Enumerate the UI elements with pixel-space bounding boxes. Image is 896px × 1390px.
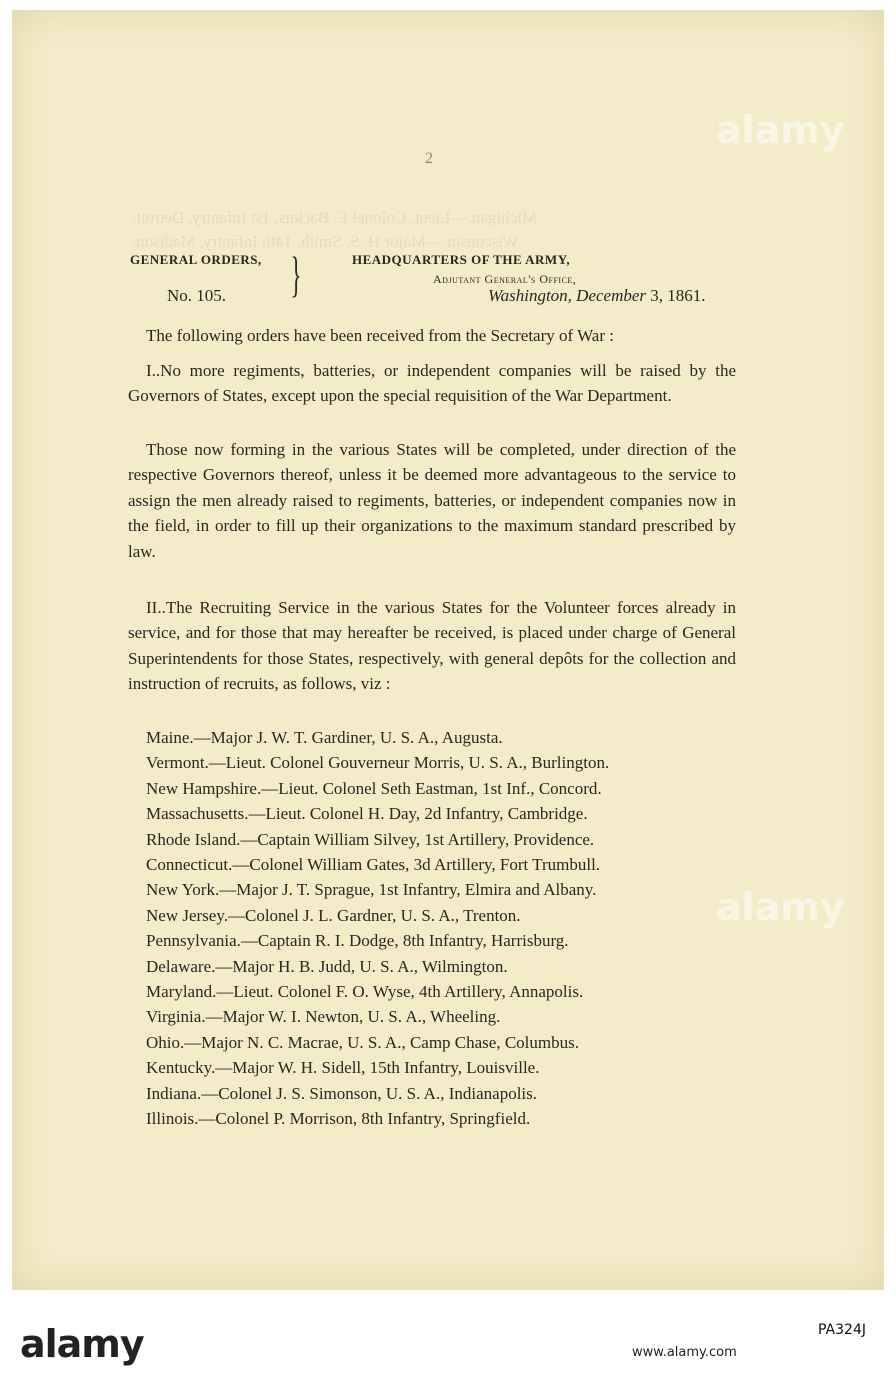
place-name: Washington,: [488, 286, 572, 305]
list-item: Virginia.—Major W. I. Newton, U. S. A., Wheeling.: [146, 1007, 501, 1027]
list-item: Illinois.—Colonel P. Morrison, 8th Infantry, Springfield.: [146, 1109, 531, 1129]
page-mark: 2: [425, 150, 433, 167]
intro-paragraph: The following orders have been received from the Secretary of War :: [146, 326, 614, 345]
list-item: Connecticut.—Colonel William Gates, 3d Artillery, Fort Trumbull.: [146, 855, 601, 875]
list-item: Maryland.—Lieut. Colonel F. O. Wyse, 4th Artillery, Annapolis.: [146, 982, 584, 1002]
list-item: Indiana.—Colonel J. S. Simonson, U. S. A., Indianapolis.: [146, 1083, 537, 1103]
list-item: Rhode Island.—Captain William Silvey, 1st Artillery, Providence.: [146, 829, 595, 849]
list-item: Maine.—Major J. W. T. Gardiner, U. S. A., Augusta.: [146, 728, 503, 747]
date-line: [488, 286, 706, 306]
list-item: Pennsylvania.—Captain R. I. Dodge, 8th Infantry, Harrisburg.: [146, 931, 569, 951]
list-item: New Hampshire.—Lieut. Colonel Seth Eastman, 1st Inf., Concord.: [146, 778, 602, 798]
list-item: Massachusetts.—Lieut. Colonel H. Day, 2d Infantry, Cambridge.: [146, 804, 588, 824]
watermark: alamy: [716, 885, 845, 929]
list-item: Delaware.—Major H. B. Judd, U. S. A., Wilmington.: [146, 956, 508, 976]
date-day-year: 3, 1861.: [650, 286, 706, 305]
list-item: Kentucky.—Major W. H. Sidell, 15th Infantry, Louisville.: [146, 1058, 540, 1078]
list-item: New Jersey.—Colonel J. L. Gardner, U. S. A., Trenton.: [146, 905, 521, 925]
bleed-through-text: Wisconsin.—Major H. S. Smith, 14th Infantry, Madison.: [132, 232, 519, 251]
list-item: Ohio.—Major N. C. Macrae, U. S. A., Camp Chase, Columbus.: [146, 1032, 579, 1052]
headquarters-title: HEADQUARTERS OF THE ARMY,: [352, 252, 571, 267]
assignments-list: [146, 725, 609, 1132]
bleed-through-text: Michigan.—Lieut. Colonel E. Backus, 1st Infantry, Detroit.: [132, 208, 537, 227]
image-code: PA324J: [818, 1322, 866, 1338]
general-orders-title: GENERAL ORDERS,: [130, 252, 262, 267]
section-one-paragraph: I..No more regiments, batteries, or independent companies will be raised by the Governors of States, except upon the special requisition of the War Department.: [128, 361, 736, 406]
office-name: Adjutant General's Office,: [433, 272, 577, 286]
list-item: New York.—Major J. T. Sprague, 1st Infantry, Elmira and Albany.: [146, 880, 597, 900]
forming-paragraph: Those now forming in the various States will be completed, under direction of the respective Governors thereof, unless it be deemed more advantageous to the service to assign the men already raised to regiments, batteries, or independent companies now in the field, in order to fill up their organizations to the maximum standard prescribed by law.: [128, 440, 736, 561]
watermark: alamy: [716, 108, 845, 152]
brace-mark: }: [290, 246, 302, 302]
list-item: Vermont.—Lieut. Colonel Gouverneur Morris, U. S. A., Burlington.: [146, 753, 610, 773]
site-url[interactable]: www.alamy.com: [632, 1345, 737, 1360]
order-number: No. 105.: [167, 286, 227, 305]
section-two-paragraph: II..The Recruiting Service in the various States for the Volunteer forces already in service, and for those that may hereafter be received, is placed under charge of General Superintendents for those States, respectively, with general depôts for the collection and instruction of recruits, as follows, viz :: [128, 598, 736, 694]
date-month: December: [576, 286, 647, 305]
alamy-logo[interactable]: alamy: [20, 1322, 144, 1366]
